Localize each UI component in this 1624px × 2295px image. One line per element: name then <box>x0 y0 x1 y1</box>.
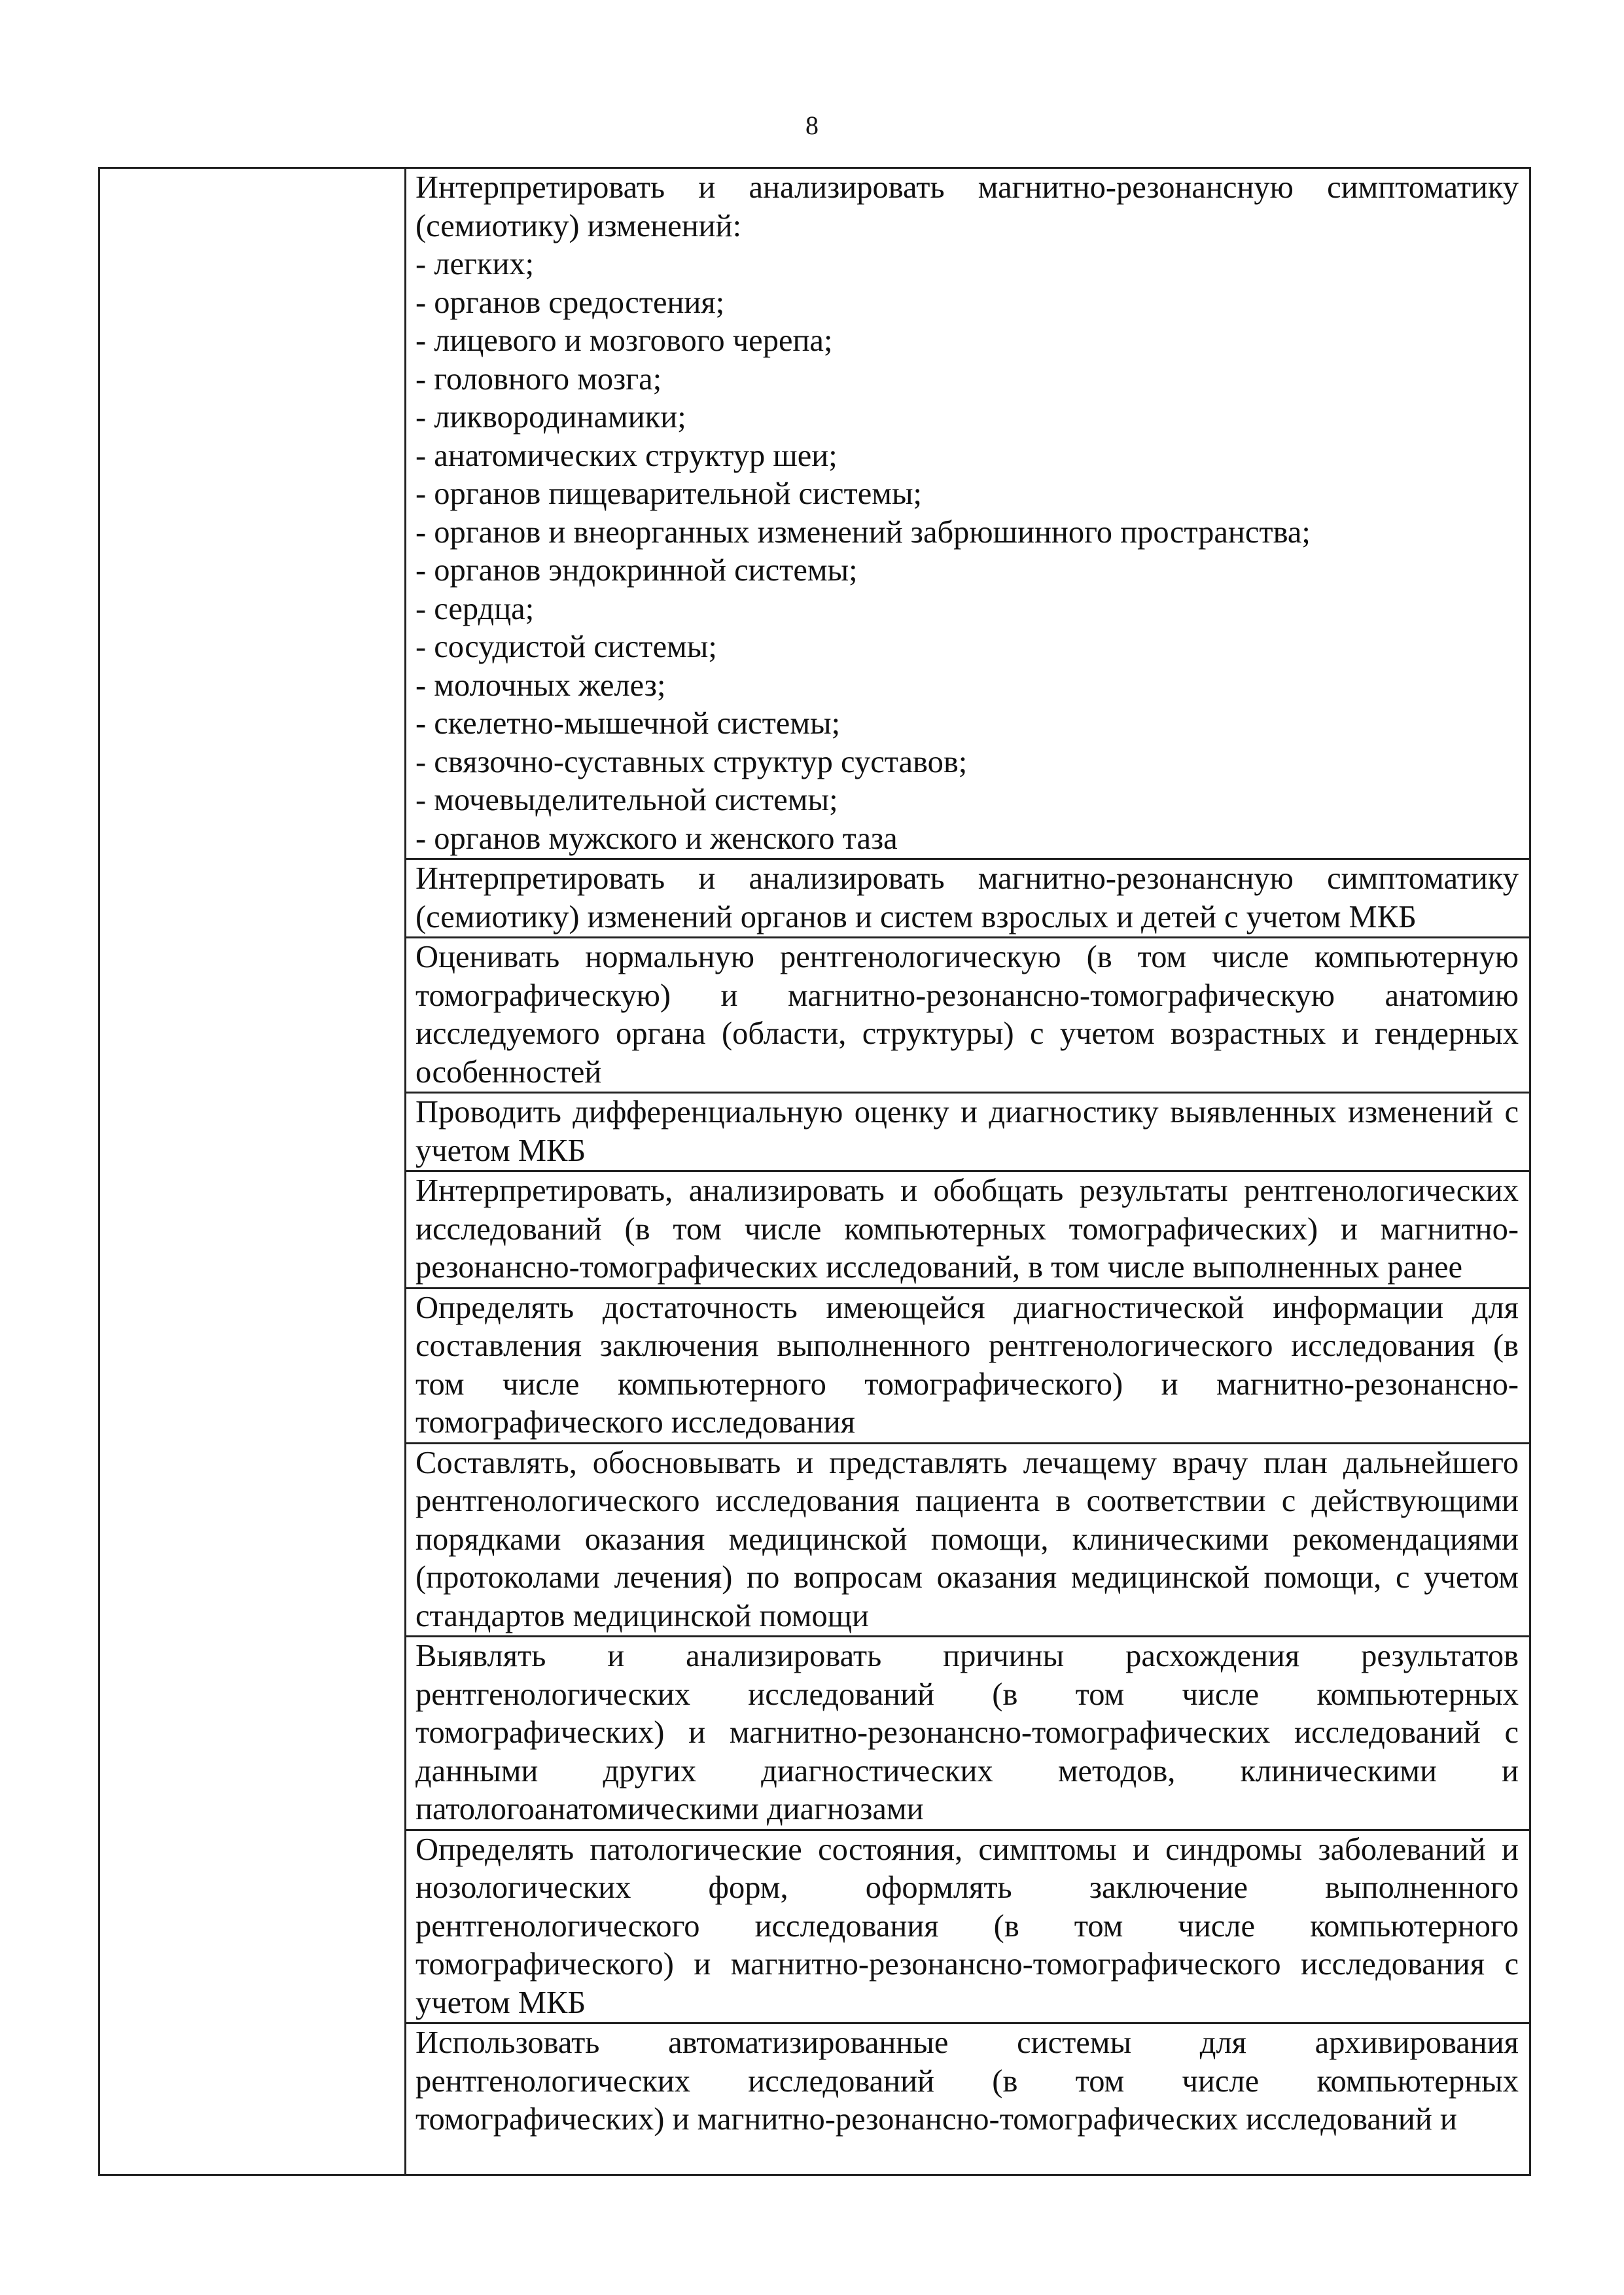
table-right-column <box>406 169 1529 2174</box>
list-item: - органов средостения; <box>415 285 725 320</box>
table-cell <box>406 1444 1529 1638</box>
table-cell <box>406 1289 1529 1444</box>
list-item: - скелетно-мышечной системы; <box>415 706 841 741</box>
list-item: - органов и внеорганных изменений забрюшинного пространства; <box>415 514 1311 550</box>
table-cell <box>406 1637 1529 1831</box>
table-cell <box>406 1831 1529 2025</box>
cell-text: Оценивать нормальную рентгенологическую (в том числе компьютерную томографическую) и магнитно-резонансно-томографическую анатомию исследуемого органа (области, структуры) с учетом возрастных и гендерных особенностей <box>415 940 1519 1090</box>
table-cell <box>406 169 1529 860</box>
table-left-column <box>100 169 406 2174</box>
list-item: - сосудистой системы; <box>415 630 717 664</box>
cell-text: Определять патологические состояния, симптомы и синдромы заболеваний и нозологических форм, оформлять заключение выполненного рентгенологического исследования (в том числе компьютерного томографического) и магнитно-резонансно-томографического исследования с учетом МКБ <box>415 1832 1519 2020</box>
list-item: - молочных желез; <box>415 667 666 703</box>
list-item: - органов мужского и женского таза <box>415 821 898 856</box>
list-item: - головного мозга; <box>415 361 662 397</box>
cell-text: Определять достаточность имеющейся диагностической информации для составления заключения выполненного рентгенологического исследования (в том числе компьютерного томографического) и магнитно-резонансно-томографического исследования <box>415 1290 1519 1440</box>
cell-text: Проводить дифференциальную оценку и диагностику выявленных изменений с учетом МКБ <box>415 1095 1519 1168</box>
list-item: - органов пищеварительной системы; <box>415 476 923 511</box>
list-item: - связочно-суставных структур суставов; <box>415 744 968 779</box>
page-number: 8 <box>805 111 819 140</box>
skills-table <box>98 167 1531 2176</box>
table-cell <box>406 1094 1529 1172</box>
cell-text: Интерпретировать, анализировать и обобщать результаты рентгенологических исследований (в том числе компьютерных томографических) и магнитно-резонансно-томографических исследований, в том числе выполненных ранее <box>415 1173 1519 1285</box>
list-item: - мочевыделительной системы; <box>415 783 838 817</box>
cell-text: Выявлять и анализировать причины расхождения результатов рентгенологических исследований (в том числе компьютерных томографических) и магнитно-резонансно-томографических исследований с данными других диагностических методов, клиническими и патологоанатомическими диагнозами <box>415 1639 1519 1826</box>
list-item: - органов эндокринной системы; <box>415 553 858 588</box>
list-item: - лицевого и мозгового черепа; <box>415 323 833 358</box>
list-item: - анатомических структур шеи; <box>415 438 838 473</box>
cell-text: Использовать автоматизированные системы для архивирования рентгенологических исследований (в том числе компьютерных томографических) и магнитно-резонансно-томографических исследований и <box>415 2025 1519 2137</box>
table-cell <box>406 1172 1529 1289</box>
table-cell <box>406 2024 1529 2174</box>
list-item: - легких; <box>415 247 535 281</box>
cell-text: Составлять, обосновывать и представлять лечащему врачу план дальнейшего рентгенологического исследования пациента в соответствии с действующими порядками оказания медицинской помощи, клиническими рекомендациями (протоколами лечения) по вопросам оказания медицинской помощи, с учетом стандартов медицинской помощи <box>415 1445 1519 1633</box>
table-cell <box>406 938 1529 1094</box>
cell-text: Интерпретировать и анализировать магнитно-резонансную симптоматику (семиотику) изменений: <box>415 170 1519 243</box>
cell-text: Интерпретировать и анализировать магнитно-резонансную симптоматику (семиотику) изменений органов и систем взрослых и детей с учетом МКБ <box>415 861 1519 934</box>
table-cell <box>406 860 1529 938</box>
list-item: - ликвородинамики; <box>415 400 686 435</box>
list-item: - сердца; <box>415 591 535 626</box>
